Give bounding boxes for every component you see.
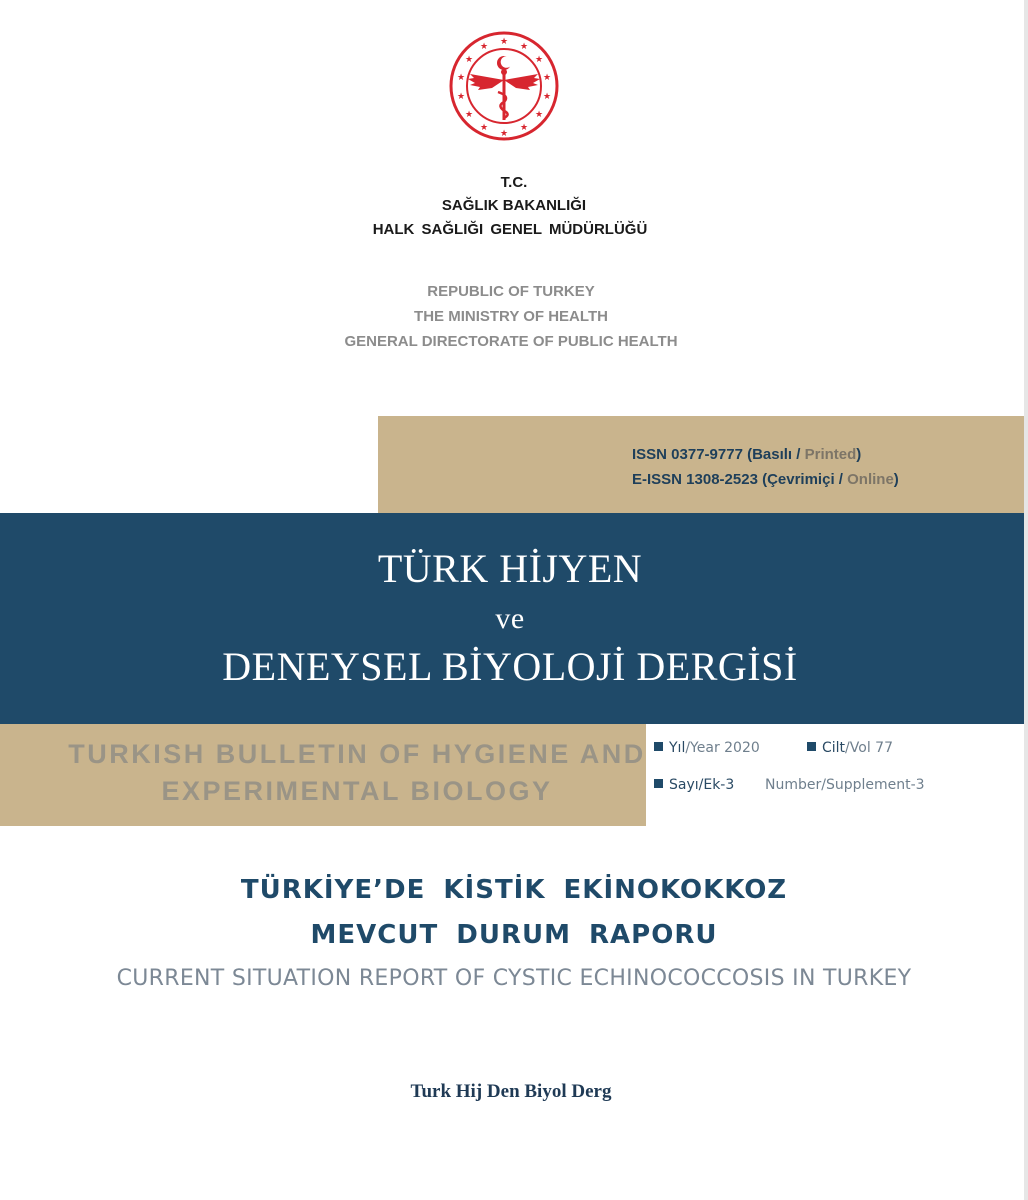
- svg-text:★: ★: [456, 92, 466, 102]
- svg-text:★: ★: [542, 92, 552, 102]
- svg-text:★: ★: [456, 73, 466, 83]
- report-title-line2: MEVCUT DURUM RAPORU: [310, 920, 718, 950]
- svg-text:★: ★: [499, 37, 509, 47]
- journal-title-line1: TÜRK HİJYEN: [377, 546, 643, 591]
- journal-english-title-line2: EXPERIMENTAL BIOLOGY: [161, 776, 553, 806]
- report-subtitle-en: CURRENT SITUATION REPORT OF CYSTIC ECHINOCOCCOSIS IN TURKEY: [116, 966, 912, 991]
- svg-text:★: ★: [479, 42, 489, 52]
- header-ministry-en: THE MINISTRY OF HEALTH: [414, 308, 608, 325]
- svg-text:★: ★: [519, 123, 529, 133]
- svg-text:★: ★: [499, 129, 509, 139]
- journal-title-line3: DENEYSEL BİYOLOJİ DERGİSİ: [222, 644, 798, 689]
- issn-online: E-ISSN 1308-2523 (Çevrimiçi / Online): [632, 471, 899, 488]
- meta-volume: Cilt/Vol 77: [807, 740, 893, 756]
- meta-year: Yıl/Year 2020: [654, 740, 760, 756]
- svg-text:★: ★: [479, 123, 489, 133]
- report-title-line1: TÜRKİYE’DE KİSTİK EKİNOKOKKOZ: [240, 875, 788, 905]
- svg-text:★: ★: [534, 55, 544, 65]
- journal-english-title-line1: TURKISH BULLETIN OF HYGIENE AND: [68, 739, 646, 769]
- svg-text:★: ★: [464, 55, 474, 65]
- header-tc: T.C.: [500, 174, 528, 191]
- header-directorate-tr: HALK SAĞLIĞI GENEL MÜDÜRLÜĞÜ: [372, 221, 648, 238]
- svg-text:★: ★: [464, 110, 474, 120]
- svg-text:★: ★: [534, 110, 544, 120]
- meta-number: Number/Supplement-3: [765, 777, 925, 793]
- svg-text:★: ★: [519, 42, 529, 52]
- issn-print: ISSN 0377-9777 (Basılı / Printed): [632, 446, 862, 463]
- header-ministry-tr: SAĞLIK BAKANLIĞI: [441, 197, 587, 214]
- svg-text:★: ★: [542, 73, 552, 83]
- journal-abbreviation: Turk Hij Den Biyol Derg: [410, 1081, 612, 1102]
- header-directorate-en: GENERAL DIRECTORATE OF PUBLIC HEALTH: [344, 333, 678, 350]
- square-bullet-icon: [654, 742, 663, 751]
- header-republic-en: REPUBLIC OF TURKEY: [427, 283, 595, 300]
- square-bullet-icon: [654, 779, 663, 788]
- meta-issue: Sayı/Ek-3: [654, 777, 734, 793]
- journal-title-line2: ve: [495, 602, 525, 635]
- page-edge: [1024, 0, 1028, 1200]
- square-bullet-icon: [807, 742, 816, 751]
- issn-band: [378, 416, 1024, 514]
- ministry-of-health-emblem-icon: [448, 30, 560, 142]
